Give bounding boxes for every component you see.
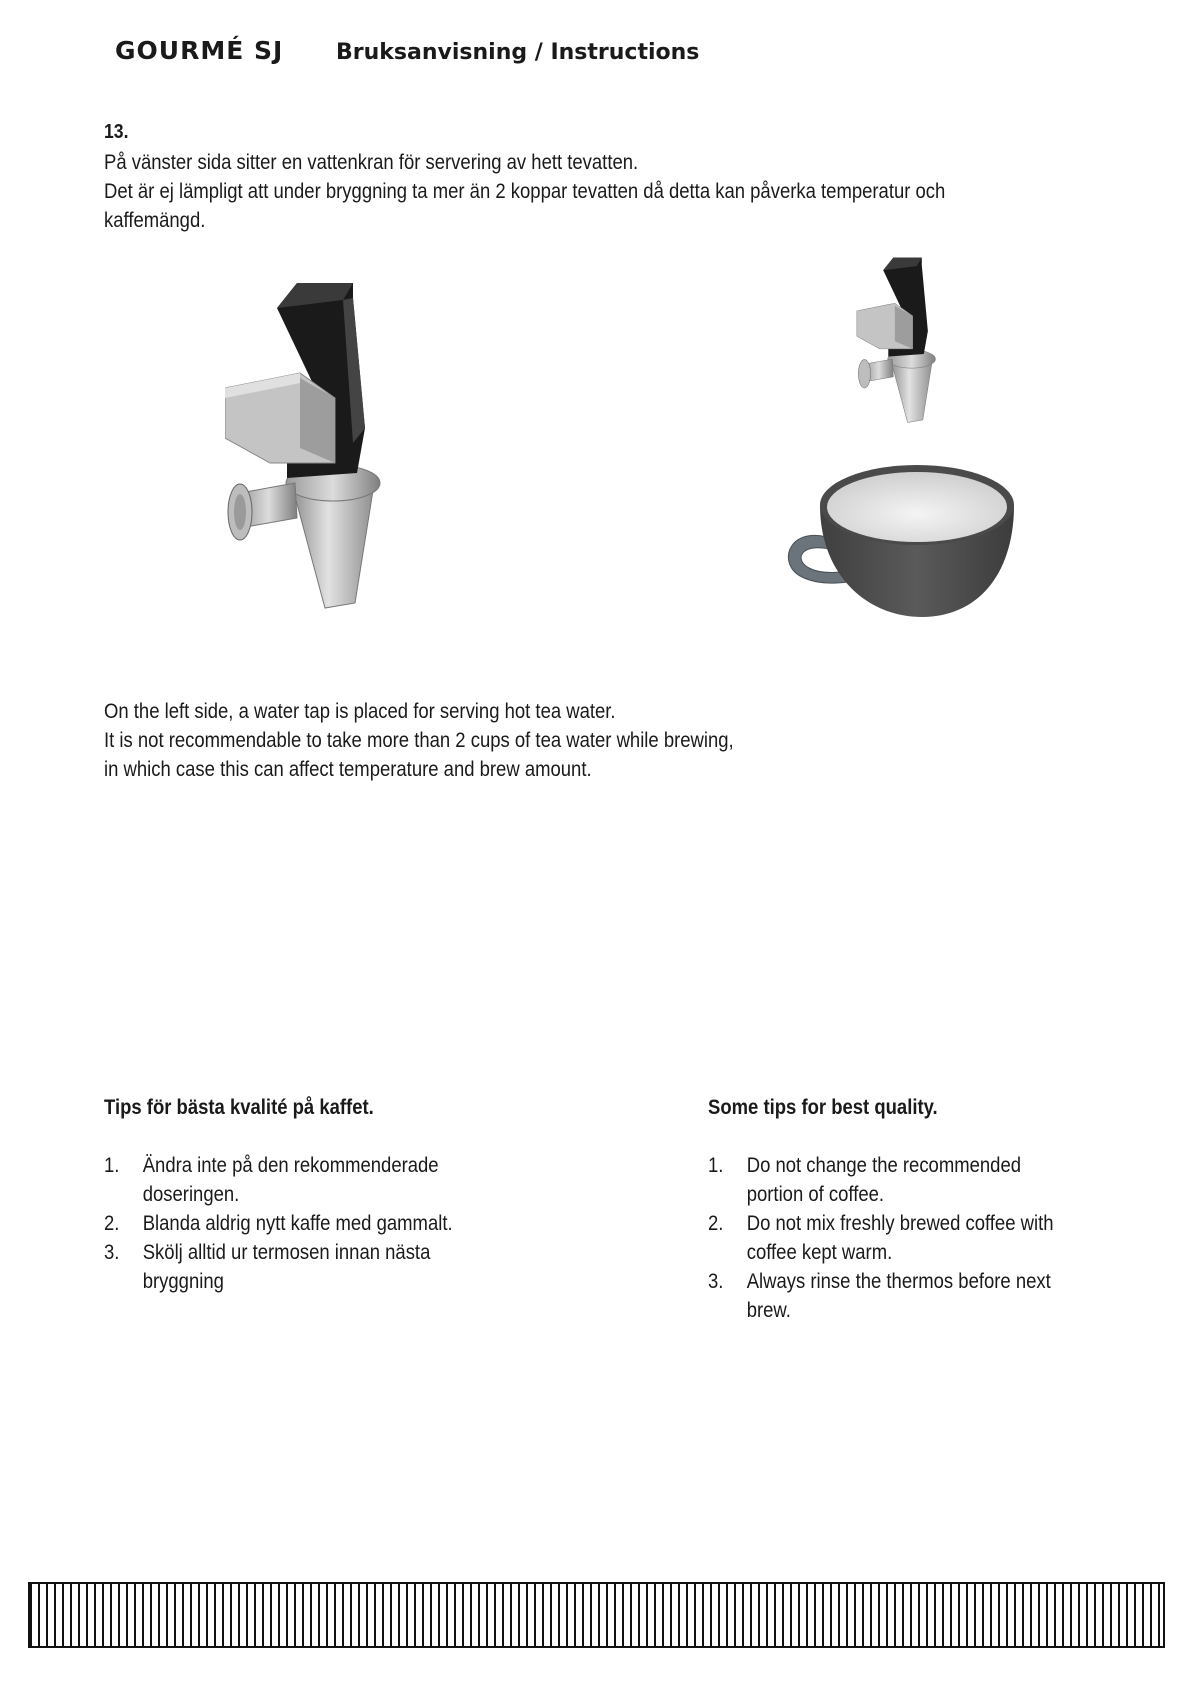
water-tap-icon <box>855 255 950 425</box>
list-text: Do not change the recommended portion of coffee. <box>746 1154 1022 1206</box>
list-text: Ändra inte på den rekommenderade doseringen. <box>142 1154 439 1206</box>
list-text: Do not mix freshly brewed coffee with coffee kept warm. <box>746 1212 1054 1264</box>
list-number: 1. <box>708 1154 724 1177</box>
list-text: Blanda aldrig nytt kaffe med gammalt. <box>142 1212 453 1235</box>
swedish-line: Det är ej lämpligt att under bryggning ta mer än 2 koppar tevatten då detta kan påverka temperatur och kaffemängd. <box>104 180 946 232</box>
tips-heading: Some tips for best quality. <box>708 1096 938 1119</box>
english-description <box>104 697 808 784</box>
tips-list <box>708 1151 1078 1325</box>
english-line: On the left side, a water tap is placed for serving hot tea water. <box>104 700 616 723</box>
list-text: Skölj alltid ur termosen innan nästa bryggning <box>142 1241 431 1293</box>
list-text: Always rinse the thermos before next brew. <box>746 1270 1051 1322</box>
list-number: 1. <box>104 1154 120 1177</box>
list-number: 2. <box>104 1212 120 1235</box>
english-line: in which case this can affect temperature and brew amount. <box>104 758 592 781</box>
water-tap-icon <box>225 278 405 613</box>
footer-stripe-bar <box>28 1582 1165 1648</box>
step-number: 13. <box>104 121 129 143</box>
list-item <box>708 1209 1078 1267</box>
swedish-line: På vänster sida sitter en vattenkran för servering av hett tevatten. <box>104 151 639 174</box>
tips-list <box>104 1151 491 1296</box>
tips-english <box>708 1093 1078 1325</box>
list-number: 2. <box>708 1212 724 1235</box>
list-number: 3. <box>104 1241 120 1264</box>
tips-swedish <box>104 1093 491 1296</box>
document-title: Bruksanvisning / Instructions <box>336 40 700 65</box>
swedish-description <box>104 148 966 235</box>
list-item <box>708 1267 1078 1325</box>
list-item <box>104 1151 491 1209</box>
tea-cup-icon <box>782 465 1022 620</box>
list-item <box>708 1151 1078 1209</box>
list-item <box>104 1209 491 1238</box>
english-line: It is not recommendable to take more than 2 cups of tea water while brewing, <box>104 729 734 752</box>
brand-name: GOURMÉ SJ <box>115 36 284 65</box>
tips-heading: Tips för bästa kvalité på kaffet. <box>104 1096 374 1119</box>
list-item <box>104 1238 491 1296</box>
list-number: 3. <box>708 1270 724 1293</box>
